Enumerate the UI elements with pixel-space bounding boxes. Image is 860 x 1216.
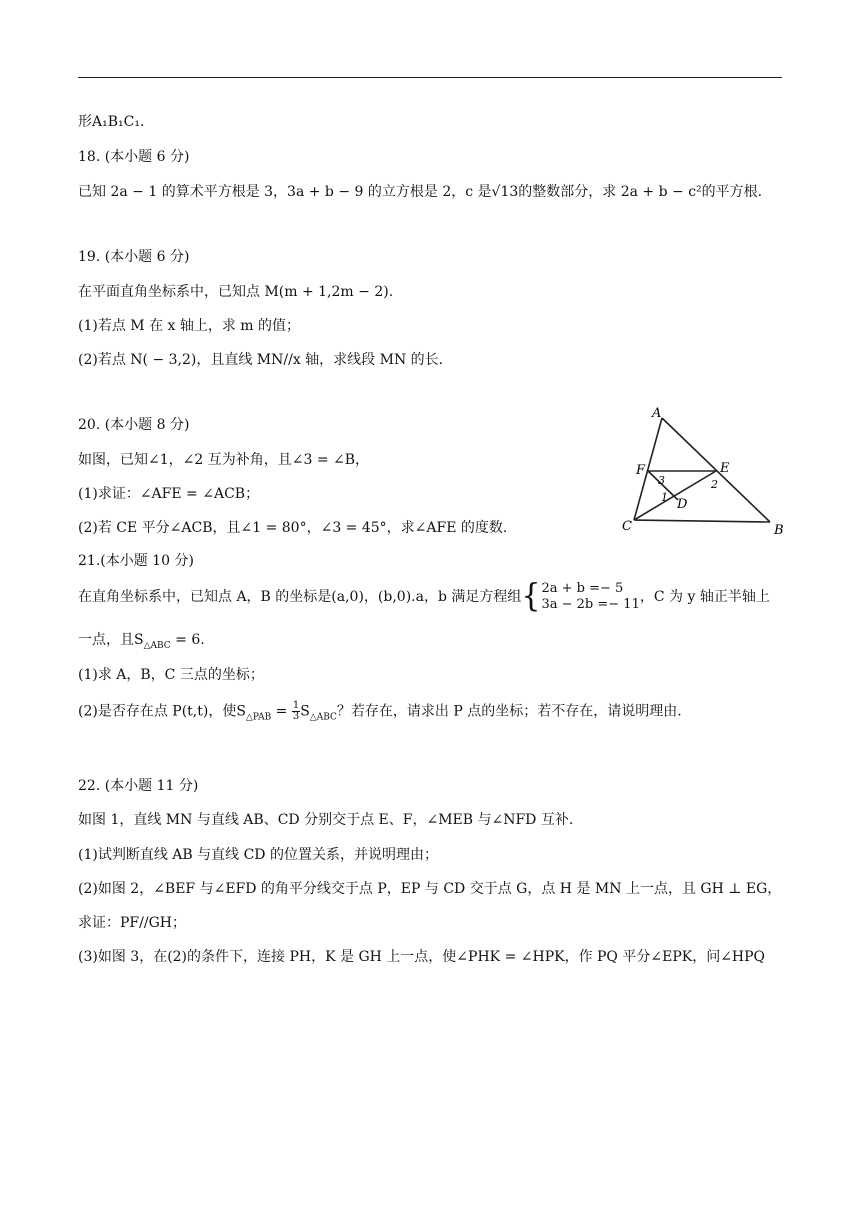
q21-text-line (78, 578, 770, 615)
label-d: D (677, 497, 688, 512)
q21-text-c-main: 一点，且S (78, 632, 144, 648)
q20-title: 20. (本小题 8 分) (78, 417, 190, 433)
q22-title: 22. (本小题 11 分) (78, 778, 199, 794)
q21-text-c-end: = 6. (170, 632, 205, 648)
q21-part2-eq: = (271, 703, 292, 720)
equation-system (541, 581, 639, 613)
q19-title: 19. (本小题 6 分) (78, 249, 190, 265)
q20-part1: (1)求证：∠AFE = ∠ACB； (78, 486, 260, 502)
q21-text-c (78, 631, 205, 655)
label-a: A (652, 406, 662, 421)
segment-ce (634, 471, 716, 520)
label-f: F (636, 463, 646, 478)
angle-1-label: 1 (661, 491, 668, 504)
q19-text: 在平面直角坐标系中，已知点 M(m + 1,2m − 2). (78, 284, 394, 300)
q22-part2: (2)如图 2，∠BEF 与∠EFD 的角平分线交于点 P，EP 与 CD 交于点 G，点 H 是 MN 上一点，且 GH ⊥ EG， (78, 881, 782, 897)
q21-part2-s: S (300, 703, 310, 720)
label-b: B (774, 523, 784, 538)
q21-part2-a: (2)是否存在点 P(t,t)，使S (78, 703, 246, 720)
q21-text-b: ，C 为 y 轴正半轴上 (639, 589, 770, 605)
q18-text: 已知 2a − 1 的算术平方根是 3，3a + b − 9 的立方根是 2，c 是√13的整数部分，求 2a + b − c²的平方根. (78, 184, 763, 200)
q22-part1: (1)试判断直线 AB 与直线 CD 的位置关系，并说明理由； (78, 847, 438, 863)
frac-denominator: 3 (292, 711, 300, 722)
triangle-figure (612, 400, 787, 540)
q18-title: 18. (本小题 6 分) (78, 149, 190, 165)
segment-cb (634, 520, 770, 522)
q19-part2: (2)若点 N( − 3,2)，且直线 MN//x 轴，求线段 MN 的长. (78, 352, 444, 368)
angle-2-label: 2 (711, 478, 718, 491)
equation-1: 2a + b =− 5 (541, 581, 624, 596)
equation-2: 3a − 2b =− 11 (541, 597, 640, 612)
sub-abc: △ABC (143, 640, 171, 651)
q19-part1: (1)若点 M 在 x 轴上，求 m 的值； (78, 318, 301, 334)
q22-text: 如图 1，直线 MN 与直线 AB、CD 分别交于点 E、F，∠MEB 与∠NFD 互补. (78, 812, 574, 828)
q22-part2b: 求证：PF//GH； (78, 915, 186, 931)
q20-part2: (2)若 CE 平分∠ACB，且∠1 = 80°，∠3 = 45°，求∠AFE 的度数. (78, 520, 508, 536)
q21-part2-b: ？若存在，请求出 P 点的坐标；若不存在，请说明理由. (336, 703, 682, 720)
q20-text: 如图，已知∠1，∠2 互为补角，且∠3 = ∠B， (78, 452, 370, 468)
label-e: E (720, 461, 730, 476)
frac-numerator: 1 (292, 700, 300, 711)
q21-part2 (78, 701, 682, 726)
sub-pab: △PAB (245, 712, 272, 723)
q21-text-a: 在直角坐标系中，已知点 A，B 的坐标是(a,0)，(b,0).a，b 满足方程组 (78, 589, 522, 605)
sub-abc-2: △ABC (309, 712, 337, 723)
header-rule (78, 77, 782, 78)
continuation-line: 形A₁B₁C₁. (78, 114, 145, 130)
equation-brace: { (521, 578, 541, 615)
q22-part3: (3)如图 3，在(2)的条件下，连接 PH，K 是 GH 上一点，使∠PHK = ∠HPK，作 PQ 平分∠EPK，问∠HPQ (78, 949, 766, 965)
angle-3-label: 3 (658, 474, 665, 487)
fraction-one-third (292, 701, 300, 722)
label-c: C (622, 519, 632, 534)
q21-part1: (1)求 A，B，C 三点的坐标； (78, 667, 264, 683)
q21-title: 21.(本小题 10 分) (78, 553, 194, 569)
